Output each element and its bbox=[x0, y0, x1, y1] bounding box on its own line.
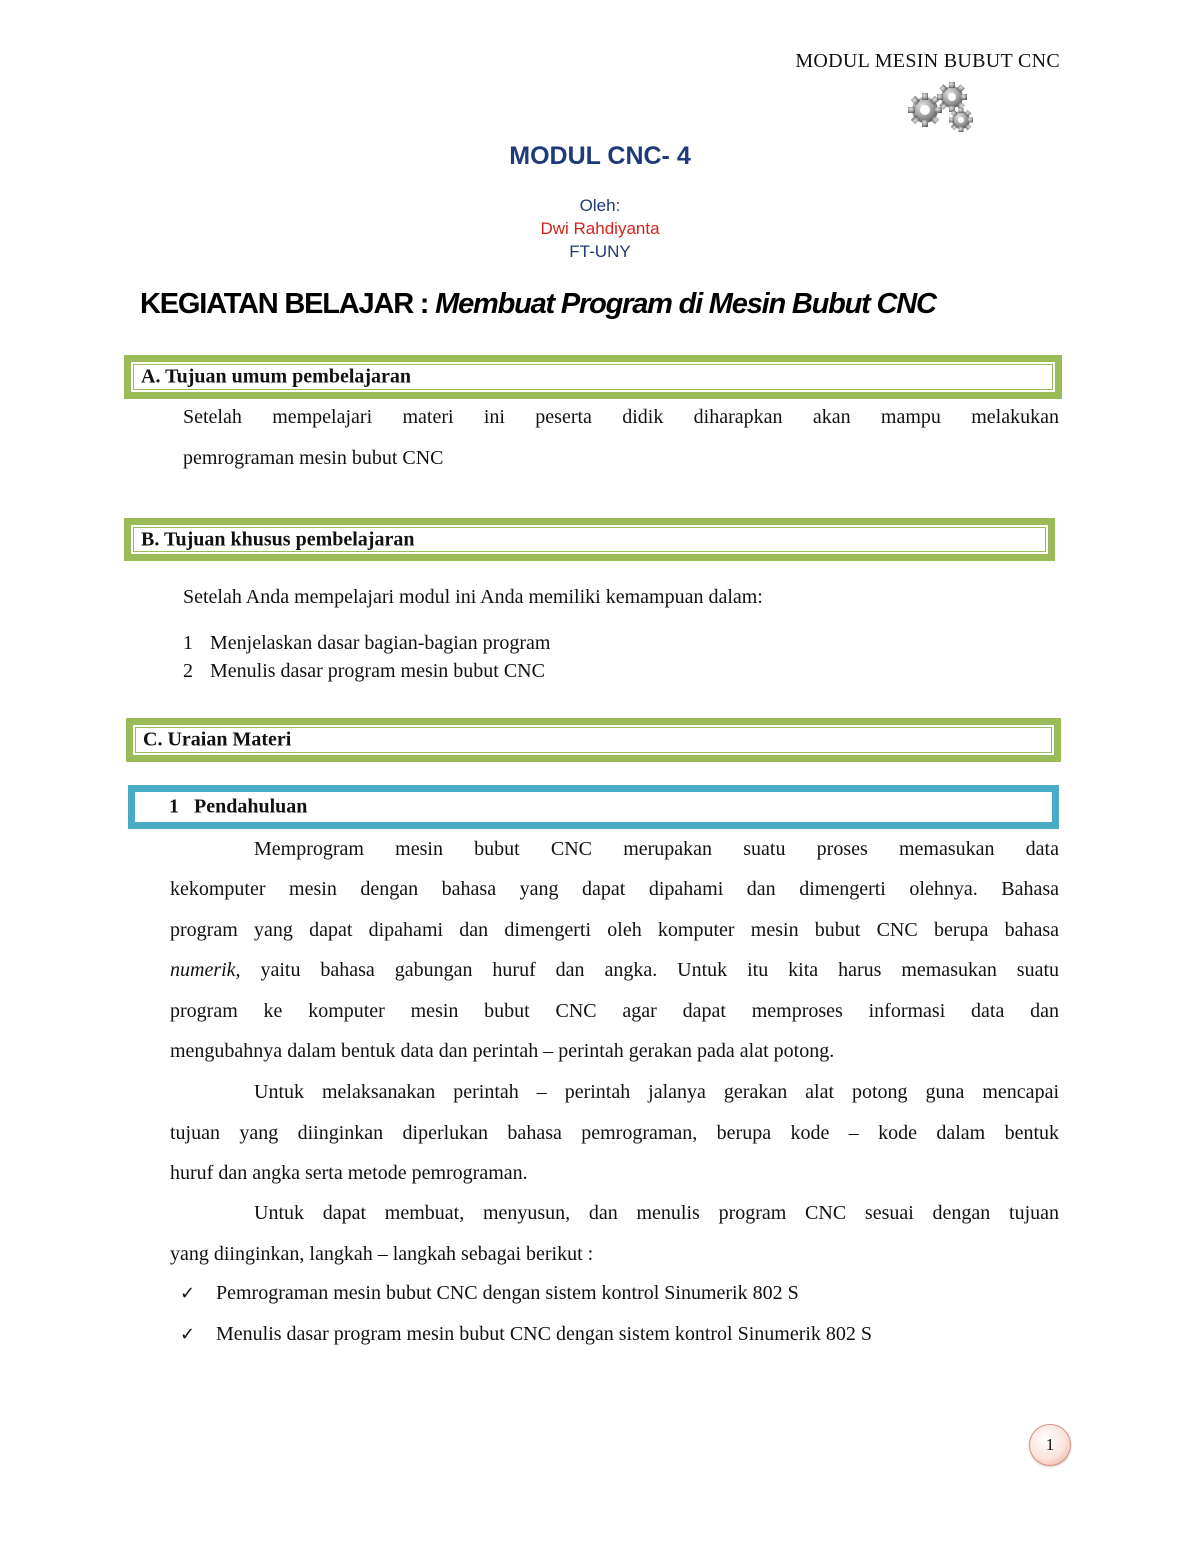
section-b-item-2 bbox=[183, 660, 545, 683]
paragraph-1-line-2: kekomputer mesin dengan bahasa yang dapat dipahami dan dimengerti olehnya. Bahasa bbox=[170, 878, 1059, 900]
section-b-item-1 bbox=[183, 632, 550, 655]
check-mark-icon: ✓ bbox=[180, 1283, 196, 1304]
section-a-heading: A. Tujuan umum pembelajaran bbox=[141, 365, 412, 388]
term-numerik: numerik bbox=[170, 959, 236, 981]
page-number: 1 bbox=[1029, 1424, 1071, 1466]
item-number: 2 bbox=[183, 660, 193, 682]
checklist-item-1 bbox=[180, 1282, 799, 1305]
paragraph-1-line-3: program yang dapat dipahami dan dimengerti oleh komputer mesin bubut CNC berupa bahasa bbox=[170, 919, 1059, 941]
document-title: MODUL CNC- 4 bbox=[509, 142, 691, 170]
byline-label: Oleh: bbox=[579, 196, 621, 215]
paragraph-1-line-5: program ke komputer mesin bubut CNC agar dapat memproses informasi data dan bbox=[170, 1000, 1059, 1022]
section-c-heading: C. Uraian Materi bbox=[143, 728, 292, 751]
author-name: Dwi Rahdiyanta bbox=[540, 219, 660, 238]
section-c-heading-box bbox=[126, 718, 1061, 762]
gears-icon bbox=[905, 80, 980, 135]
paragraph-1-line-4 bbox=[170, 950, 1059, 990]
kegiatan-heading bbox=[140, 288, 936, 321]
kegiatan-separator: : bbox=[412, 288, 436, 320]
paragraph-1-line-1: Memprogram mesin bubut CNC merupakan suatu proses memasukan data bbox=[254, 838, 1059, 860]
paragraph-3-line-2: yang diinginkan, langkah – langkah sebagai berikut : bbox=[170, 1243, 594, 1265]
paragraph-1-line-6: mengubahnya dalam bentuk data dan perintah – perintah gerakan pada alat potong. bbox=[170, 1040, 835, 1062]
subsection-1-heading: 1 Pendahuluan bbox=[169, 795, 308, 818]
section-b-heading-box bbox=[124, 518, 1055, 561]
kegiatan-label: KEGIATAN BELAJAR bbox=[140, 288, 413, 320]
item-text: Menjelaskan dasar bagian-bagian program bbox=[210, 632, 551, 654]
paragraph-1-line-4-rest: , yaitu bahasa gabungan huruf dan angka. Untuk itu kita harus memasukan suatu bbox=[235, 959, 1059, 981]
section-b-intro: Setelah Anda mempelajari modul ini Anda memiliki kemampuan dalam: bbox=[183, 586, 763, 608]
paragraph-2-line-3: huruf dan angka serta metode pemrograman. bbox=[170, 1162, 528, 1184]
item-text: Menulis dasar program mesin bubut CNC bbox=[210, 660, 545, 682]
paragraph-3-line-1: Untuk dapat membuat, menyusun, dan menulis program CNC sesuai dengan tujuan bbox=[254, 1202, 1059, 1224]
paragraph-2-line-1: Untuk melaksanakan perintah – perintah jalanya gerakan alat potong guna mencapai bbox=[254, 1081, 1059, 1103]
section-b-heading: B. Tujuan khusus pembelajaran bbox=[141, 528, 415, 550]
paragraph-2-line-2: tujuan yang diinginkan diperlukan bahasa pemrograman, berupa kode – kode dalam bentuk bbox=[170, 1122, 1059, 1144]
section-a-text-line-1: Setelah mempelajari materi ini peserta didik diharapkan akan mampu melakukan bbox=[183, 406, 1059, 428]
subsection-1-heading-box bbox=[128, 785, 1059, 829]
checklist-item-2 bbox=[180, 1323, 872, 1346]
section-a-heading-box bbox=[124, 355, 1062, 399]
section-a-text-line-2: pemrograman mesin bubut CNC bbox=[183, 447, 444, 469]
checklist-item-text: Pemrograman mesin bubut CNC dengan sistem kontrol Sinumerik 802 S bbox=[216, 1282, 799, 1304]
running-header: MODUL MESIN BUBUT CNC bbox=[795, 50, 1060, 72]
kegiatan-topic: Membuat Program di Mesin Bubut CNC bbox=[435, 288, 936, 320]
item-number: 1 bbox=[183, 632, 193, 654]
checklist-item-text: Menulis dasar program mesin bubut CNC dengan sistem kontrol Sinumerik 802 S bbox=[216, 1323, 873, 1345]
check-mark-icon: ✓ bbox=[180, 1324, 196, 1345]
institution: FT-UNY bbox=[569, 242, 631, 261]
